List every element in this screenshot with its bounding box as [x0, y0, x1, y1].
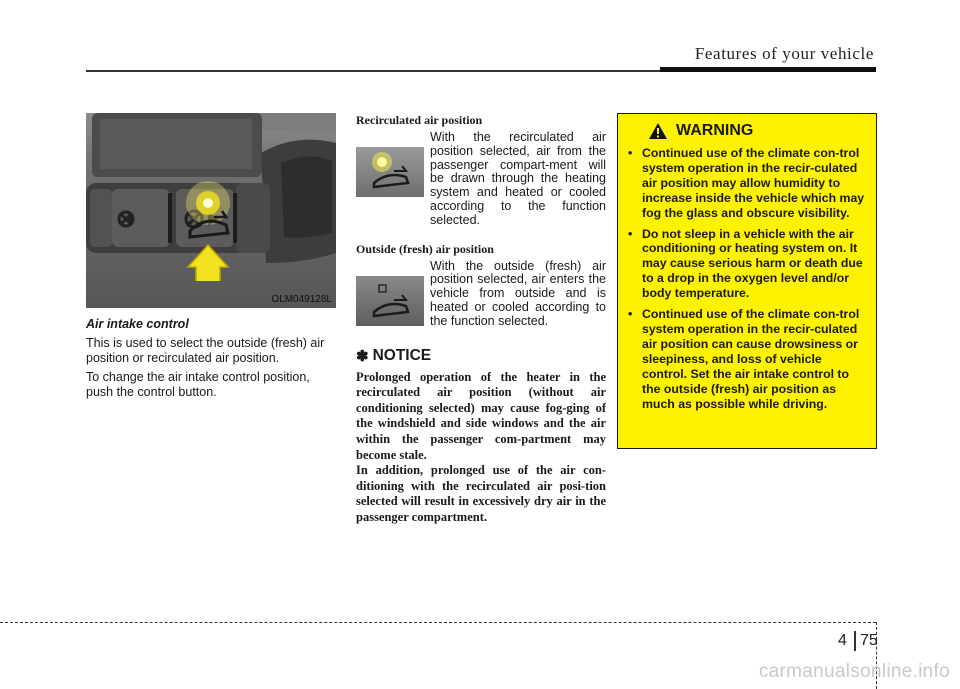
figure-code: OLM049128L — [271, 294, 332, 305]
warning-item — [628, 146, 867, 221]
header-rule — [86, 70, 662, 72]
warning-title: WARNING — [676, 122, 754, 139]
recirculated-description: With the recirculated air position selected, air from the passenger compart-ment will be drawn through the heating system and heated or cooled according to the function selected. — [430, 130, 606, 227]
page-number-separator — [854, 631, 856, 651]
warning-item-text: Continued use of the climate con-trol system operation in the recir-culated air position can cause drowsiness or sleepiness, and loss of vehicle control. Set the air intake control to the outside (fresh) air position as much as possible while driving. — [642, 307, 860, 411]
section-title: Features of your vehicle — [694, 44, 874, 63]
notice-heading — [356, 347, 606, 365]
outside-section — [356, 260, 606, 329]
warning-box — [617, 113, 877, 449]
watermark: carmanualsonline.info — [758, 661, 950, 682]
recirculate-indicator-on-icon — [356, 147, 424, 197]
fresh-air-indicator-off-icon — [356, 276, 424, 326]
warning-item — [628, 227, 867, 302]
outside-heading: Outside (fresh) air position — [356, 241, 494, 256]
paragraph: To change the air intake control position, push the control button. — [86, 370, 310, 399]
footer-rule — [0, 622, 876, 623]
left-column — [86, 317, 338, 404]
bullet: • — [628, 307, 633, 322]
notice-paragraph: In addition, prolonged use of the air con-ditioning with the recirculated air posi-tion selected will result in excessively dry air in the passenger compartment. — [356, 463, 606, 524]
warning-item-text: Continued use of the climate con-trol system operation in the recir-culated air position may allow humidity to increase inside the vehicle which may fog the glass and obscure visibility. — [642, 146, 865, 220]
air-intake-control-photo — [86, 113, 336, 308]
recirculated-section — [356, 131, 606, 228]
bullet: • — [628, 146, 633, 160]
recirculated-heading: Recirculated air position — [356, 113, 483, 127]
warning-item — [628, 307, 867, 411]
warning-heading — [648, 122, 867, 140]
chapter-number: 4 — [838, 632, 847, 649]
page-number: 75 — [860, 632, 878, 649]
warning-list — [628, 146, 867, 411]
subheading: Air intake control — [86, 317, 189, 331]
outside-description: With the outside (fresh) air position selected, air enters the vehicle from outside and is heated or cooled according to the function selected. — [430, 258, 606, 328]
notice-title: NOTICE — [372, 346, 432, 364]
header-accent-bar — [660, 67, 876, 72]
notice-body — [356, 370, 606, 526]
middle-column — [356, 113, 606, 526]
notice-icon: ✽ — [356, 347, 369, 365]
bullet: • — [628, 226, 633, 241]
control-panel-illustration — [86, 113, 336, 308]
paragraph: This is used to select the outside (fresh) air position or recirculated air position. — [86, 336, 325, 365]
warning-item-text: Do not sleep in a vehicle with the air conditioning or heating system on. It may cause serious harm or death due to a drop in the oxygen level and/or body temperature. — [642, 226, 863, 301]
notice-paragraph: Prolonged operation of the heater in the recirculated air position (without air conditioning selected) may cause fog-ging of the windshield and side windows and the air within the passenger com-partment may become stale. — [356, 369, 606, 462]
warning-triangle-icon — [648, 122, 668, 140]
